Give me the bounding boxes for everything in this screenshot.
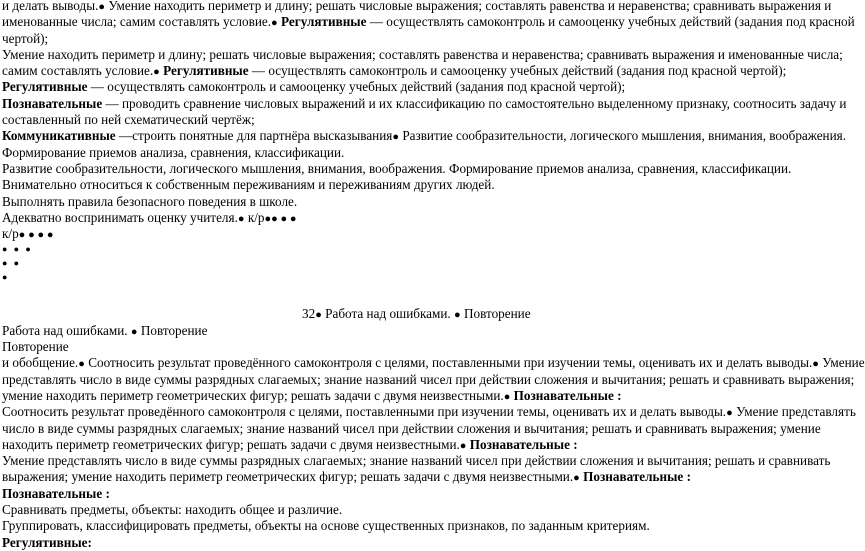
bullet-icon: ● ● ● xyxy=(2,244,33,255)
text-line: Регулятивные — осуществлять самоконтроль и самооценку учебных действий (задания под красной чертой); xyxy=(2,79,626,95)
bullet-icon: ● xyxy=(392,131,400,144)
bold-heading: Познавательные : xyxy=(2,485,110,501)
text-line: и делать выводы.● Умение находить периметр и длину; решать числовые выражения; составлять равенства и неравенства; сравнивать выражения и xyxy=(2,0,832,13)
text-line: Выполнять правила безопасного поведения в школе. xyxy=(2,193,298,209)
text-line: Формирование приемов анализа, сравнения, классификации. xyxy=(2,144,345,160)
text-line: именованные числа; самим составлять условие.● Регулятивные — осуществлять самоконтроль и самооценку учебных действий (задания под красной xyxy=(2,14,855,30)
text-line: Развитие сообразительности, логического мышления, внимания, воображения. Формирование приемов анализа, сравнения, классификации. xyxy=(2,160,792,176)
lesson-heading: 32● Работа над ошибками. ● Повторение xyxy=(302,306,531,322)
text-line: число в виде суммы разрядных слагаемых; знание названий чисел при действии сложения и вычитания; решать и сравнивать выражения; умение xyxy=(2,420,821,436)
bullet-icon: ● xyxy=(726,407,733,420)
text-line: Повторение xyxy=(2,339,69,355)
bold-heading: Регулятивные: xyxy=(2,534,92,550)
spacer xyxy=(2,284,812,306)
document-page xyxy=(2,0,865,551)
bullet-icon: ● xyxy=(153,66,160,79)
text-line: Умение представлять число в виде суммы разрядных слагаемых; знание названий чисел при действии сложения и вычитания; решать и сравнивать xyxy=(2,453,831,469)
text-line: самим составлять условие.● Регулятивные — осуществлять самоконтроль и самооценку учебных действий (задания под красной чертой); xyxy=(2,63,787,79)
text-line: Соотносить результат проведённого самоконтроля с целями, поставленными при изучении темы, оценивать их и делать выводы.● Умение представлять xyxy=(2,404,856,420)
bullet-icon: ● xyxy=(271,17,278,30)
text-line xyxy=(2,486,812,502)
text-line: Группировать, классифицировать предметы, объекты на основе существенных признаков, по заданным критериям. xyxy=(2,518,650,534)
text-line: чертой); xyxy=(2,30,49,46)
text-line: Коммуникативные —строить понятные для партнёра высказывания● Развитие сообразительности, логического мышления, внимания, воображения. xyxy=(2,128,847,144)
bold-heading: Коммуникативные xyxy=(2,128,116,144)
text-line: Познавательные — проводить сравнение числовых выражений и их классификацию по самостоятельно выделенному признаку, соотносить задачу и xyxy=(2,95,847,111)
text-line: находить периметр геометрических фигур; решать задачи с двумя неизвестными.● Познавательные : xyxy=(2,436,578,452)
text-line: выражения; умение находить периметр геометрических фигур; решать задачи с двумя неизвестными.● Познавательные : xyxy=(2,469,691,485)
bold-heading: Познавательные : xyxy=(513,387,622,403)
bullet-icon: ● xyxy=(454,309,461,322)
bullet-icon: ● xyxy=(503,390,511,403)
bullet-icon: ● xyxy=(315,309,322,322)
bold-heading: Познавательные xyxy=(2,95,103,111)
bullet-icon: ● ● xyxy=(2,258,22,269)
text-line: и обобщение.● Соотносить результат проведённого самоконтроля с целями, поставленными при изучении темы, оценивать их и делать выводы.● Умение xyxy=(2,355,865,371)
text-line: Сравнивать предметы, объекты: находить общее и различие. xyxy=(2,502,343,518)
bullet-icon: ● xyxy=(130,325,138,338)
bullet-icon: ● xyxy=(812,358,819,371)
text-line: к/р● ● ● ● xyxy=(2,226,54,242)
text-line: представлять число в виде суммы разрядных слагаемых; знание названий чисел при действии сложения и вычитания; решать и сравнивать выражения; xyxy=(2,371,855,387)
bullet-icon: ● xyxy=(98,1,106,13)
bullet-row xyxy=(2,256,812,270)
text-line: Работа над ошибками. ● Повторение xyxy=(2,322,208,338)
bold-heading: Регулятивные xyxy=(280,14,367,30)
text-line: Умение находить периметр и длину; решать числовые выражения; составлять равенства и неравенства; сравнивать выражения и именованные числа; xyxy=(2,46,843,62)
text-line: Адекватно воспринимать оценку учителя.● к/р●● ● ● xyxy=(2,209,297,225)
bullet-icon: ● xyxy=(573,472,580,485)
text-line: Внимательно относиться к собственным переживаниям и переживаниям других людей. xyxy=(2,177,495,193)
bold-heading: Регулятивные xyxy=(2,79,88,95)
bold-heading: Регулятивные xyxy=(163,63,249,79)
text-line: умение находить периметр геометрических фигур; решать задачи с двумя неизвестными.● Познавательные : xyxy=(2,387,622,403)
bullet-icon: ● xyxy=(78,358,85,371)
bullet-icon: ●● ● ● xyxy=(264,212,297,225)
bold-heading: Познавательные : xyxy=(469,436,578,452)
bullet-row xyxy=(2,242,812,256)
bold-heading: Познавательные : xyxy=(583,469,691,485)
bullet-icon: ● xyxy=(459,439,467,452)
bullet-icon: ● xyxy=(2,272,10,283)
text-line: составленный по ней схематический чертёж; xyxy=(2,112,255,128)
text-line xyxy=(2,535,812,551)
bullet-row xyxy=(2,270,812,284)
bullet-icon: ● ● ● ● xyxy=(18,229,54,242)
bullet-icon: ● xyxy=(237,212,245,225)
